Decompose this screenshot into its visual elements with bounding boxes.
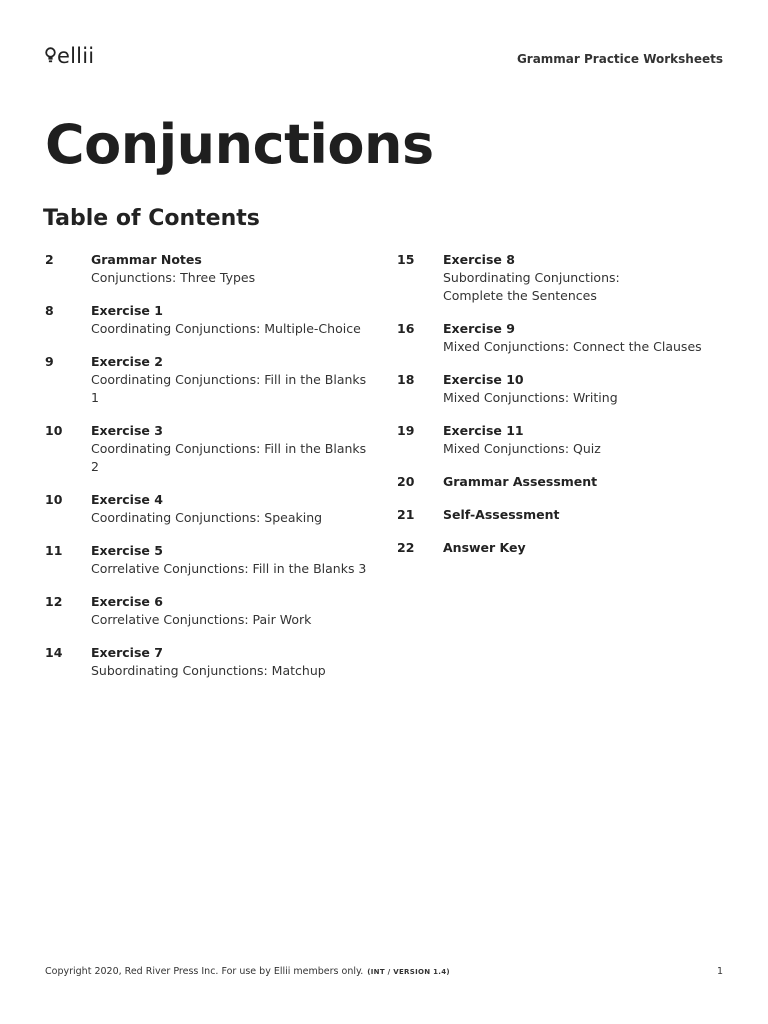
toc-entry xyxy=(45,251,375,287)
toc-entry-subtitle: Subordinating Conjunctions: xyxy=(443,270,620,285)
toc-entry-title: Exercise 6 xyxy=(91,594,163,609)
toc-page-number: 18 xyxy=(397,372,415,387)
toc-entry-title: Grammar Assessment xyxy=(443,474,598,489)
toc-entry-title: Exercise 7 xyxy=(91,645,163,660)
lightbulb-icon xyxy=(45,47,56,65)
series-title: Grammar Practice Worksheets xyxy=(516,52,723,66)
page-header xyxy=(45,42,723,72)
toc-entry-title: Exercise 5 xyxy=(91,543,163,558)
copyright-text: Copyright 2020, Red River Press Inc. For use by Ellii members only. xyxy=(45,966,364,977)
toc-page-number: 9 xyxy=(45,354,54,369)
toc-page-number: 12 xyxy=(45,594,63,609)
toc-entry-title: Exercise 2 xyxy=(91,354,163,369)
logo-text: ellii xyxy=(57,44,95,68)
toc-page-number: 11 xyxy=(45,543,63,558)
toc-page-number: 19 xyxy=(397,423,415,438)
toc-entry xyxy=(45,593,375,629)
toc-entry xyxy=(45,644,375,680)
toc-entry-subtitle: Coordinating Conjunctions: Multiple-Choice xyxy=(91,321,361,336)
toc-entry-subtitle: Coordinating Conjunctions: Fill in the Blanks 1 xyxy=(91,372,367,405)
page-title: Conjunctions xyxy=(45,113,434,176)
toc-entry-subtitle: Coordinating Conjunctions: Fill in the Blanks 2 xyxy=(91,441,367,474)
toc-entry xyxy=(45,353,375,407)
toc-entry-title: Exercise 1 xyxy=(91,303,163,318)
toc-entry xyxy=(397,320,727,356)
toc-entry-subtitle-line2: Complete the Sentences xyxy=(443,288,597,303)
toc-entry xyxy=(397,539,727,557)
toc-entry xyxy=(397,251,727,305)
toc-right-column xyxy=(397,251,727,572)
toc-entry xyxy=(397,422,727,458)
toc-entry-subtitle: Conjunctions: Three Types xyxy=(91,270,256,285)
toc-entry-subtitle: Mixed Conjunctions: Writing xyxy=(443,390,618,405)
toc-page-number: 15 xyxy=(397,252,415,267)
toc-entry xyxy=(45,422,375,476)
toc-page-number: 20 xyxy=(397,474,415,489)
toc-page-number: 21 xyxy=(397,507,415,522)
toc-heading: Table of Contents xyxy=(43,206,260,231)
toc-entry-subtitle: Correlative Conjunctions: Pair Work xyxy=(91,612,312,627)
copyright-notice xyxy=(45,966,450,977)
toc-entry xyxy=(45,302,375,338)
toc-page-number: 2 xyxy=(45,252,54,267)
toc-page-number: 10 xyxy=(45,492,63,507)
toc-entry xyxy=(397,371,727,407)
page-number: 1 xyxy=(716,966,723,977)
toc-entry-title: Exercise 4 xyxy=(91,492,163,507)
toc-page-number: 14 xyxy=(45,645,63,660)
toc-entry-subtitle: Mixed Conjunctions: Quiz xyxy=(443,441,601,456)
version-label: (INT / VERSION 1.4) xyxy=(367,968,450,976)
toc-entry-subtitle: Mixed Conjunctions: Connect the Clauses xyxy=(443,339,702,354)
toc-entry-title: Exercise 11 xyxy=(443,423,524,438)
toc-page-number: 16 xyxy=(397,321,415,336)
toc-entry-title: Exercise 10 xyxy=(443,372,524,387)
toc-entry-title: Exercise 8 xyxy=(443,252,515,267)
toc-entry xyxy=(45,542,375,578)
toc-left-column xyxy=(45,251,375,695)
toc-entry xyxy=(397,473,727,491)
toc-entry-subtitle: Coordinating Conjunctions: Speaking xyxy=(91,510,323,525)
toc-page-number: 22 xyxy=(397,540,415,555)
toc-entry-title: Answer Key xyxy=(443,540,526,555)
toc-entry-subtitle: Correlative Conjunctions: Fill in the Blanks 3 xyxy=(91,561,367,576)
toc-entry xyxy=(45,491,375,527)
toc-entry-title: Grammar Notes xyxy=(91,252,202,267)
toc-entry-title: Exercise 9 xyxy=(443,321,515,336)
toc-entry-title: Exercise 3 xyxy=(91,423,163,438)
toc-page-number: 8 xyxy=(45,303,54,318)
toc-entry xyxy=(397,506,727,524)
toc-page-number: 10 xyxy=(45,423,63,438)
ellii-logo xyxy=(45,42,94,70)
toc-entry-subtitle: Subordinating Conjunctions: Matchup xyxy=(91,663,326,678)
toc-entry-title: Self-Assessment xyxy=(443,507,560,522)
